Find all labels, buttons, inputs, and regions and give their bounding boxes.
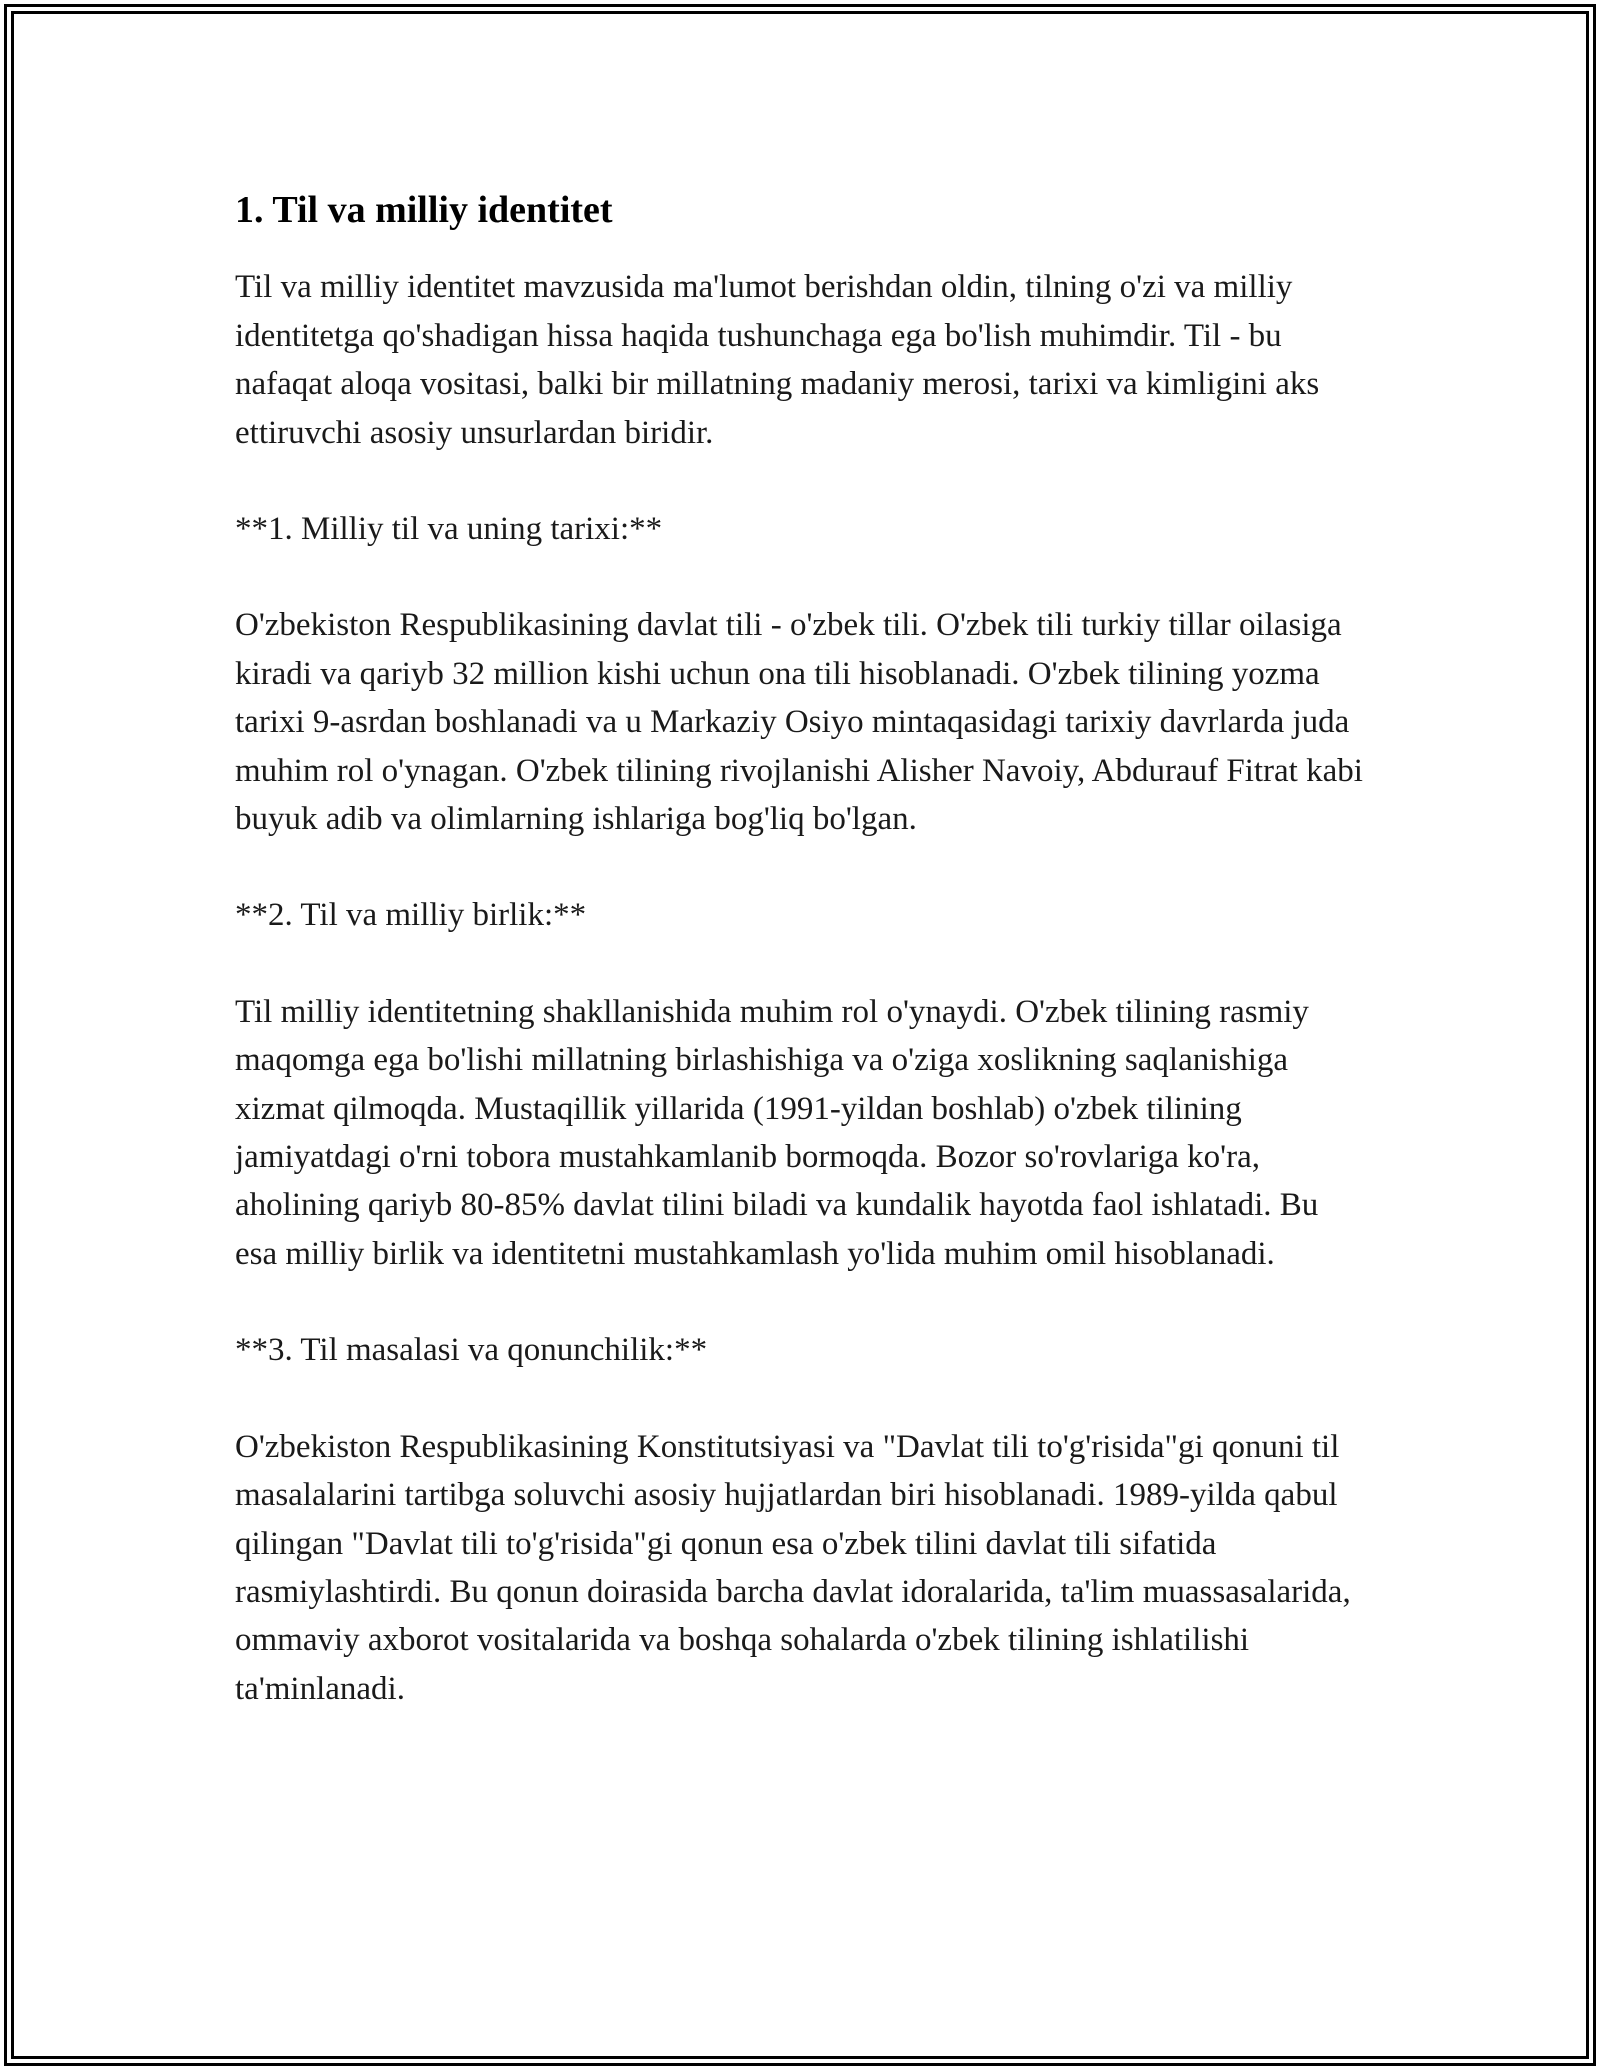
section-heading-1: **1. Milliy til va uning tarixi:** (235, 511, 663, 548)
section-heading-3: **3. Til masalasi va qonunchilik:** (235, 1332, 708, 1369)
section-paragraph-1: O'zbekiston Respublikasining davlat tili - o'zbek tili. O'zbek tili turkiy tillar oilasiga kiradi va qariyb 32 million kishi uchun ona tili hisoblanadi. O'zbek tilining yozma tarixi 9-asrdan boshlanadi va u Markaziy Osiyo mintaqasidagi tarixiy davrlarda juda muhim rol o'ynagan. O'zbek tilining rivojlanishi Alisher Navoiy, Abdurauf Fitrat kabi buyuk adib va olimlarning ishlariga bog'liq bo'lgan. (235, 607, 1363, 838)
section-heading-2: **2. Til va milliy birlik:** (235, 897, 587, 934)
intro-paragraph: Til va milliy identitet mavzusida ma'lumot berishdan oldin, tilning o'zi va milliy identitetga qo'shadigan hissa haqida tushunchaga ega bo'lish muhimdir. Til - bu nafaqat aloqa vositasi, balki bir millatning madaniy merosi, tarixi va kimligini aks ettiruvchi asosiy unsurlardan biridir. (235, 269, 1320, 451)
document-title: 1. Til va milliy identitet (235, 189, 613, 231)
document-body (235, 186, 1365, 1713)
section-paragraph-2: Til milliy identitetning shakllanishida muhim rol o'ynaydi. O'zbek tilining rasmiy maqomga ega bo'lishi millatning birlashishiga va o'ziga xoslikning saqlanishiga xizmat qilmoqda. Mustaqillik yillarida (1991-yildan boshlab) o'zbek tilining jamiyatdagi o'rni tobora mustahkamlanib bormoqda. Bozor so'rovlariga ko'ra, aholining qariyb 80-85% davlat tilini biladi va kundalik hayotda faol ishlatadi. Bu esa milliy birlik va identitetni mustahkamlash yo'lida muhim omil hisoblanadi. (235, 993, 1319, 1272)
section-paragraph-3: O'zbekiston Respublikasining Konstitutsiyasi va "Davlat tili to'g'risida"gi qonuni til masalalarini tartibga soluvchi asosiy hujjatlardan biri hisoblanadi. 1989-yilda qabul qilingan "Davlat tili to'g'risida"gi qonun esa o'zbek tilini davlat tili sifatida rasmiylashtirdi. Bu qonun doirasida barcha davlat idoralarida, ta'lim muassasalarida, ommaviy axborot vositalarida va boshqa sohalarda o'zbek tilining ishlatilishi ta'minlanadi. (235, 1428, 1351, 1707)
